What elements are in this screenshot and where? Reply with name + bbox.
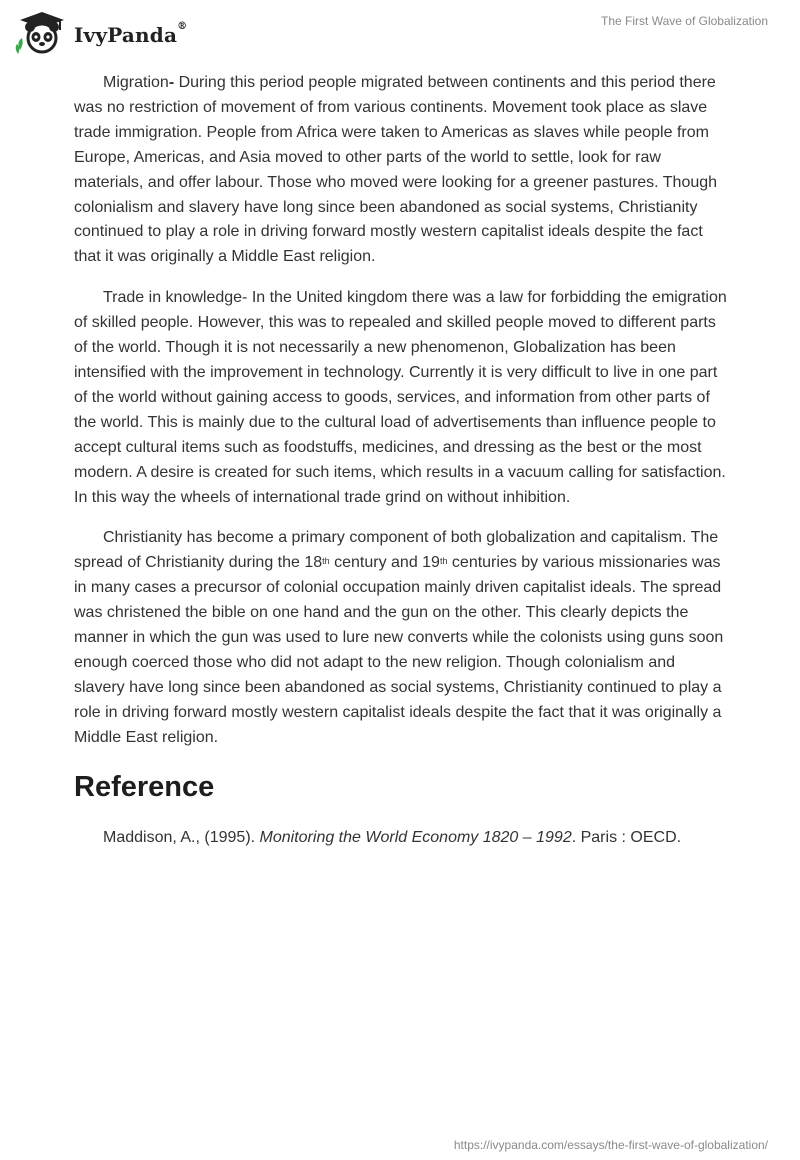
paragraph-christianity: Christianity has become a primary component of both globalization and capitalism. The spread of Christianity during the 18th century and 19th centuries by various missionaries was in many cases a precursor of colonial occupation mainly driven capitalist ideals. The spread was christened the bible on one hand and the gun on the other. This clearly depicts the manner in which the gun was used to lure new converts while the colonists using guns soon enough coerced those who did not adapt to the new religion. Though colonialism and slavery have long since been abandoned as social systems, Christianity continued to play a role in driving forward mostly western capitalist ideals despite the fact that it was originally a Middle East religion.	[74, 529, 724, 746]
reference-heading: Reference	[74, 770, 215, 803]
paragraph-trade-knowledge: Trade in knowledge- In the United kingdom there was a law for forbidding the emigration of skilled people. However, this was to repealed and skilled people moved to different parts of the world. Though it is not necessarily a new phenomenon, Globalization has been intensified with the improvement in technology. Currently it is very difficult to live in one part of the world without gaining access to goods, services, and information from other parts of the world. This is mainly due to the cultural load of advertisements than influence people to accept cultural items such as foodstuffs, medicines, and dressing as the best or the most modern. A desire is created for such items, which results in a vacuum calling for satisfaction. In this way the wheels of international trade grind on without inhibition.	[74, 289, 727, 506]
source-url[interactable]: https://ivypanda.com/essays/the-first-wave-of-globalization/	[453, 1138, 768, 1152]
migration-label: Migration	[103, 74, 169, 91]
reference-title: Monitoring the World Economy 1820 – 1992	[259, 828, 572, 846]
page-header	[0, 0, 800, 60]
migration-dash: -	[168, 74, 175, 91]
reference-entry: Maddison, A., (1995). Monitoring the World Economy 1820 – 1992. Paris : OECD.	[103, 828, 682, 846]
essay-body	[74, 71, 730, 850]
document-title: The First Wave of Globalization	[601, 14, 768, 28]
paragraph-migration: Migration- During this period people migrated between continents and this period there was no restriction of movement of from various continents. Movement took place as slave trade immigration. People from Africa were taken to Americas as slaves while people from Europe, Americas, and Asia moved to other parts of the world to settle, look for raw materials, and offer labour. Those who moved were looking for a greener pastures. Though colonialism and slavery have long since been abandoned as social systems, Christianity continued to play a role in driving forward mostly western capitalist ideals despite the fact that it was originally a Middle East religion.	[74, 74, 718, 266]
ivypanda-logo[interactable]	[14, 10, 187, 58]
panda-graduate-icon	[14, 10, 70, 58]
registered-mark: ®	[177, 21, 188, 32]
brand-name: IvyPanda®	[74, 21, 188, 47]
